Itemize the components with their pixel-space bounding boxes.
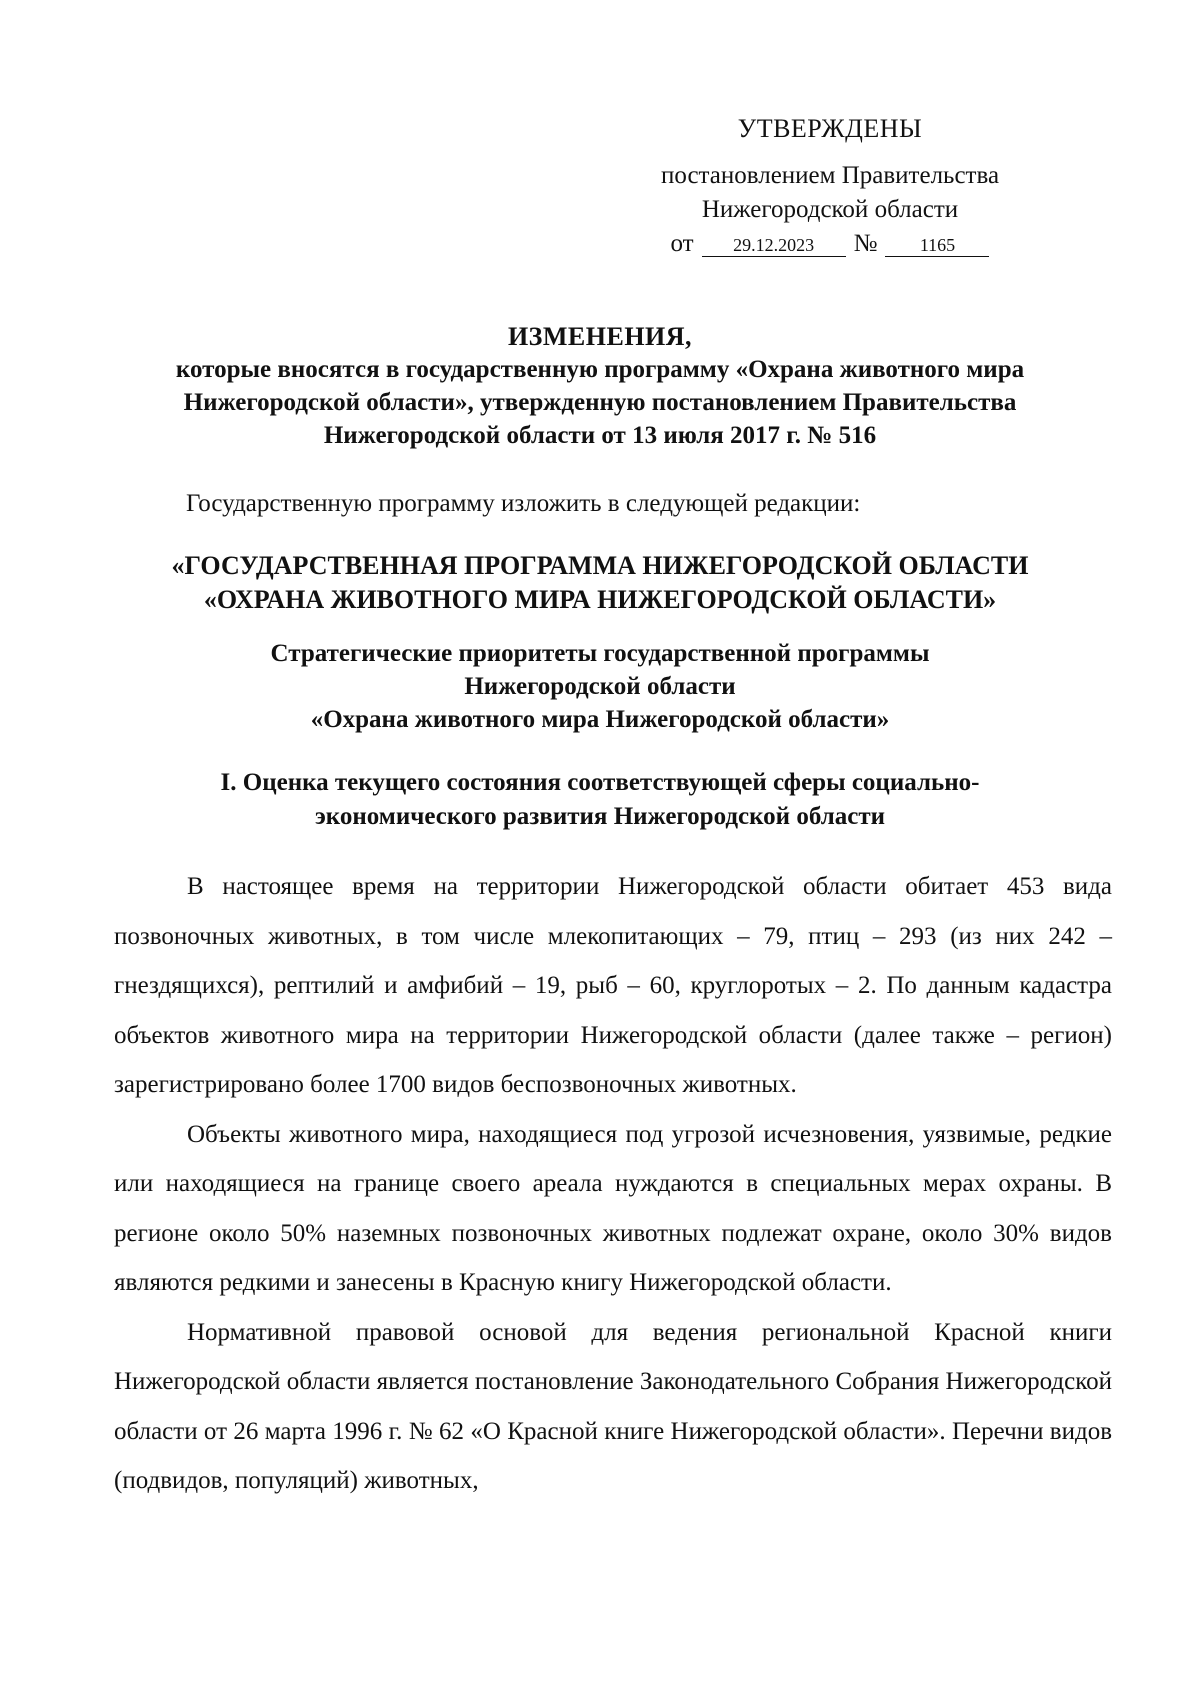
approval-number: 1165 [885, 234, 989, 257]
program-title-line-1: «ГОСУДАРСТВЕННАЯ ПРОГРАММА НИЖЕГОРОДСКОЙ ОБЛАСТИ [171, 551, 1029, 580]
priorities-line-1: Стратегические приоритеты государственной программы [270, 640, 930, 667]
section-heading [100, 766, 1100, 834]
changes-title [100, 320, 1100, 452]
priorities-heading [100, 637, 1100, 736]
program-title [100, 549, 1100, 617]
priorities-line-2: Нижегородской области [464, 673, 736, 700]
from-label: от [670, 230, 694, 257]
changes-heading: ИЗМЕНЕНИЯ, [507, 322, 693, 351]
section-heading-line-2: экономического развития Нижегородской области [314, 803, 886, 830]
approval-block [620, 112, 1040, 261]
approval-line-2: Нижегородской области [701, 196, 959, 223]
approval-date: 29.12.2023 [702, 234, 846, 257]
program-title-line-2: «ОХРАНА ЖИВОТНОГО МИРА НИЖЕГОРОДСКОЙ ОБЛАСТИ» [203, 585, 997, 614]
changes-subtitle-line-3: Нижегородской области от 13 июля 2017 г. № 516 [323, 422, 877, 449]
body-text [114, 862, 1112, 1506]
changes-subtitle-line-2: Нижегородской области», утвержденную постановлением Правительства [183, 389, 1017, 416]
priorities-line-3: «Охрана животного мира Нижегородской области» [310, 706, 890, 733]
approval-line-1: постановлением Правительства [660, 162, 1000, 189]
paragraph: В настоящее время на территории Нижегородской области обитает 453 вида позвоночных животных, в том числе млекопитающих – 79, птиц – 293 (из них 242 – гнездящихся), рептилий и амфибий – 19, рыб – 60, круглоротых – 2. По данным кадастра объектов животного мира на территории Нижегородской области (далее также – регион) зарегистрировано более 1700 видов беспозвоночных животных. [114, 873, 1112, 1098]
paragraph: Нормативной правовой основой для ведения региональной Красной книги Нижегородской области является постановление Законодательного Собрания Нижегородской области от 26 марта 1996 г. № 62 «О Красной книге Нижегородской области». Перечни видов (подвидов, популяций) животных, [114, 1318, 1112, 1494]
approval-date-row [620, 227, 1040, 261]
changes-subtitle-line-1: которые вносятся в государственную программу «Охрана животного мира [175, 356, 1025, 383]
paragraph: Объекты животного мира, находящиеся под угрозой исчезновения, уязвимые, редкие или находящиеся на границе своего ареала нуждаются в специальных мерах охраны. В регионе около 50% наземных позвоночных животных подлежат охране, около 30% видов являются редкими и занесены в Красную книгу Нижегородской области. [114, 1120, 1112, 1296]
lead-sentence: Государственную программу изложить в следующей редакции: [186, 490, 861, 517]
section-heading-line-1: I. Оценка текущего состояния соответствующей сферы социально- [220, 769, 980, 796]
number-label: № [853, 230, 878, 257]
approval-heading: УТВЕРЖДЕНЫ [737, 114, 923, 143]
